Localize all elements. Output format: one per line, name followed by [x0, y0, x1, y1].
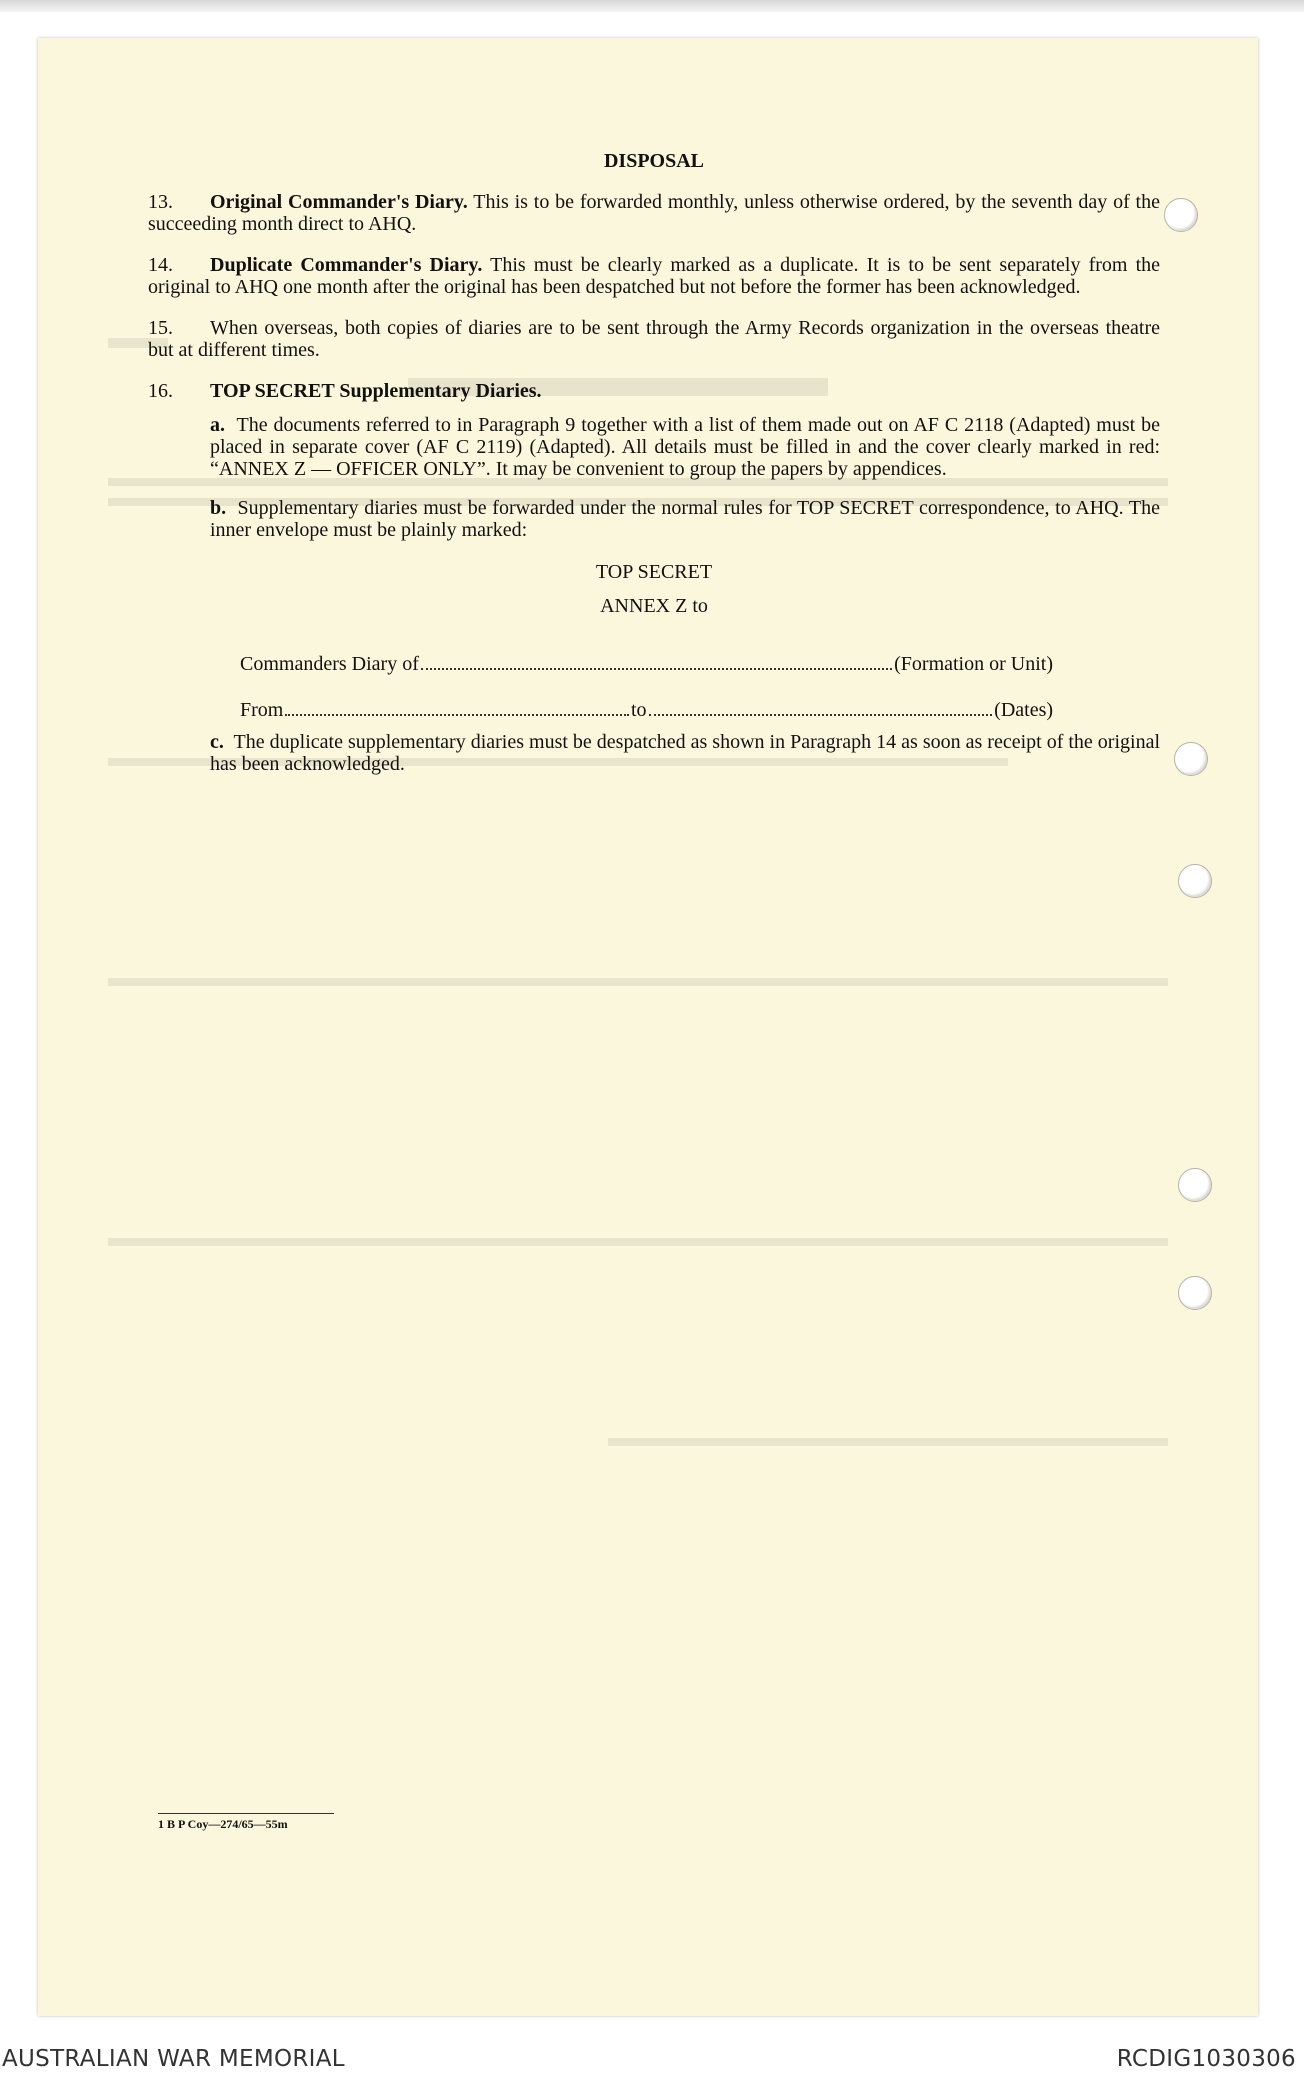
blank-fill-line: [421, 667, 892, 670]
section-heading: DISPOSAL: [603, 150, 705, 172]
paragraph-text: This must be clearly marked as a duplicate. It is to be sent separately from the original to AHQ one month after the original has been despatched but not before the former has been acknowledged.: [148, 254, 1161, 298]
punch-hole: [1178, 864, 1212, 898]
paragraph-text: When overseas, both copies of diaries are to be sent through the Army Records organization in the overseas theatre but at different times.: [148, 317, 1160, 361]
form-suffix: (Dates): [994, 699, 1054, 721]
paragraph-number: 15.: [148, 317, 173, 339]
form-to-label: to: [630, 699, 647, 721]
blank-fill-line: [285, 713, 629, 716]
punch-hole: [1164, 198, 1198, 232]
envelope-marking-annex: ANNEX Z to: [600, 595, 708, 617]
paragraph-title: Original Commander's Diary.: [210, 191, 468, 213]
paragraph-13: [148, 191, 1160, 235]
archive-caption-right: RCDIG1030306: [1116, 2046, 1296, 2072]
paragraph-number: 16.: [148, 380, 173, 402]
paragraph-15: [148, 317, 1160, 361]
document-page: [38, 38, 1258, 2016]
subparagraph-label: c.: [210, 731, 224, 753]
subparagraph-a: [210, 414, 1160, 480]
print-code: 1 B P Coy—274/65—55m: [158, 1813, 334, 1832]
document-body: [148, 150, 1160, 792]
envelope-marking-top-secret: TOP SECRET: [595, 561, 713, 583]
punch-hole: [1174, 742, 1208, 776]
punch-hole: [1178, 1168, 1212, 1202]
archive-caption-left: AUSTRALIAN WAR MEMORIAL: [2, 2046, 345, 2072]
paragraph-number: 14.: [148, 254, 173, 276]
paragraph-title: Duplicate Commander's Diary.: [210, 254, 483, 276]
subparagraph-label: a.: [210, 414, 225, 436]
paragraph-text: This is to be forwarded monthly, unless otherwise ordered, by the seventh day of the succeeding month direct to AHQ.: [148, 191, 1160, 235]
form-line-commanders-diary: [240, 653, 1053, 675]
subparagraph-text: Supplementary diaries must be forwarded under the normal rules for TOP SECRET correspondence, to AHQ. The inner envelope must be plainly marked:: [210, 497, 1161, 541]
scanner-edge: [0, 0, 1304, 12]
paragraph-16: [148, 380, 1160, 402]
subparagraph-c: [210, 731, 1160, 775]
subparagraph-text: The duplicate supplementary diaries must be despatched as shown in Paragraph 14 as soon as receipt of the original has been acknowledged.: [210, 731, 1160, 775]
form-line-dates: [240, 699, 1053, 721]
paragraph-number: 13.: [148, 191, 173, 213]
subparagraph-b: [210, 497, 1160, 541]
paragraph-14: [148, 254, 1160, 298]
subparagraph-text: The documents referred to in Paragraph 9 together with a list of them made out on AF C 2118 (Adapted) must be placed in separate cover (AF C 2119) (Adapted). All details must be filled in and the cover clearly marked in red: “ANNEX Z — OFFICER ONLY”. It may be convenient to group the papers by appendices.: [210, 414, 1161, 480]
paragraph-title: TOP SECRET Supplementary Diaries.: [210, 380, 542, 402]
blank-fill-line: [649, 713, 993, 716]
form-suffix: (Formation or Unit): [894, 653, 1053, 675]
subparagraph-label: b.: [210, 497, 227, 519]
form-from-label: From: [240, 699, 284, 721]
punch-hole: [1178, 1276, 1212, 1310]
form-label: Commanders Diary of: [240, 653, 419, 675]
